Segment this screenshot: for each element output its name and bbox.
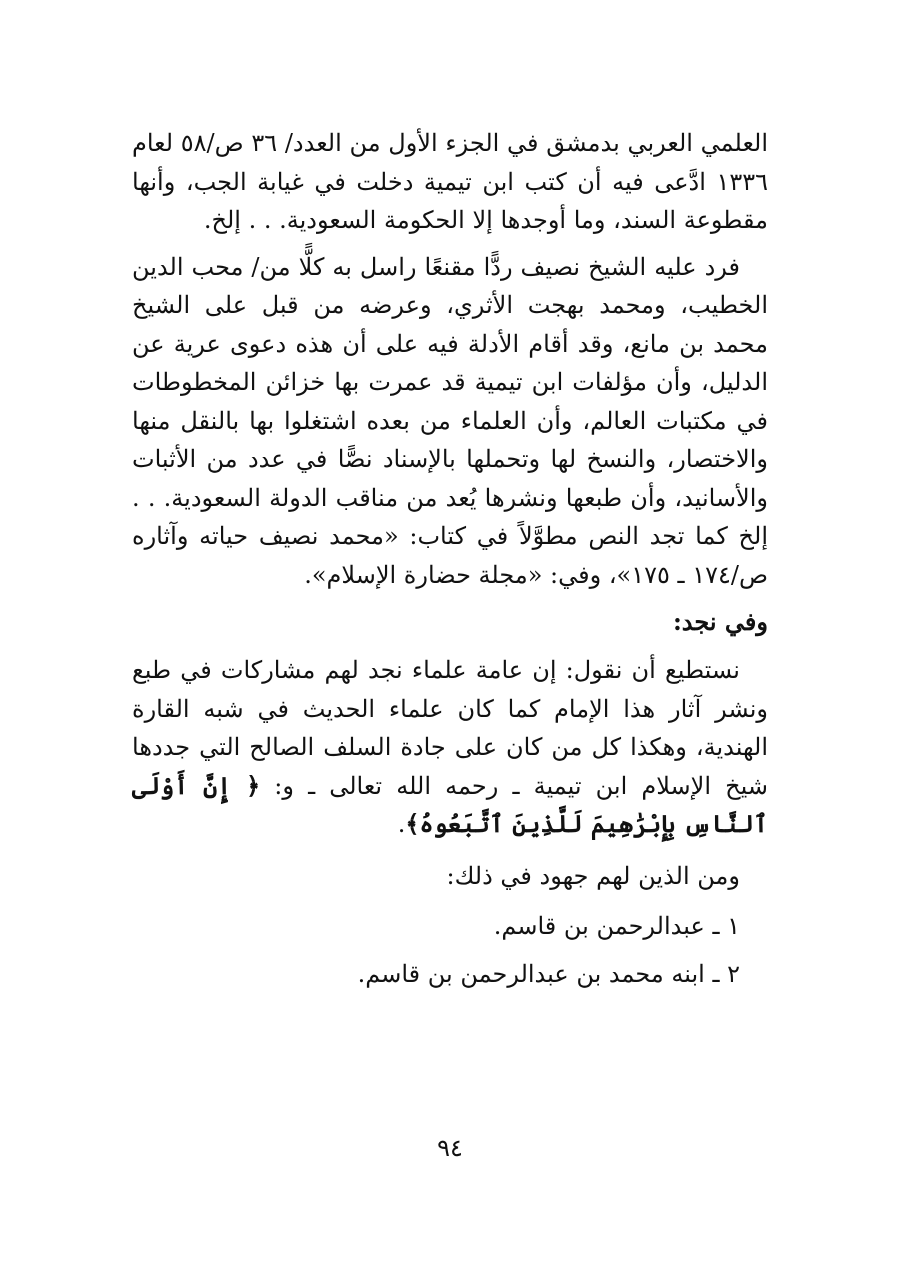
paragraph-continued: العلمي العربي بدمشق في الجزء الأول من العدد/ ٣٦ ص/٥٨ لعام ١٣٣٦ ادَّعى فيه أن كتب ابن تيمية دخلت في غيابة الجب، وأنها مقطوعة السند، وما أوجدها إلا الحكومة السعودية. . . إلخ. xyxy=(132,129,768,234)
list-item: ١ ـ عبدالرحمن بن قاسم. xyxy=(493,911,740,940)
page-number: ٩٤ xyxy=(437,1134,463,1162)
section-heading-najd: وفي نجد: xyxy=(672,607,768,636)
paragraph-nasif-reply: فرد عليه الشيخ نصيف ردًّا مقنعًا راسل به كلًّا من/ محب الدين الخطيب، ومحمد بهجت الأثري، وعرضه من قبل على الشيخ محمد بن مانع، وقد أقام الأدلة فيه على أن هذه دعوى عرية عن الدليل، وأن مؤلفات ابن تيمية قد عمرت بها خزائن المخطوطات في مكتبات العالم، وأن العلماء من بعده اشتغلوا بها بالنقل منها والاختصار، والنسخ لها وتحملها بالإسناد نصًّا في عدد من الأثبات والأسانيد، وأن طبعها ونشرها يُعد من مناقب الدولة السعودية. . . إلخ كما تجد النص مطوَّلاً في كتاب: «محمد نصيف حياته وآثاره ص/١٧٤ ـ ١٧٥»، وفي: «مجلة حضارة الإسلام». xyxy=(132,252,768,589)
paragraph-najd-text: نستطيع أن نقول: إن عامة علماء نجد لهم مشاركات في طبع ونشر آثار هذا الإمام كما كان علماء الحديث في شبه القارة الهندية، وهكذا كل من كان على جادة السلف الصالح التي جددها شيخ الإسلام ابن تيمية ـ رحمه الله تعالى ـ و: xyxy=(132,656,768,800)
list-intro: ومن الذين لهم جهود في ذلك: xyxy=(446,861,740,890)
list-item: ٢ ـ ابنه محمد بن عبدالرحمن بن قاسم. xyxy=(357,959,740,988)
page-body xyxy=(132,124,768,1002)
quran-verse: ﴿ إِنَّ أَوْلَى ٱلنَّاسِ بِإِبْرَٰهِيمَ لَلَّذِينَ ٱتَّبَعُوهُ﴾ xyxy=(132,770,768,838)
scholars-list xyxy=(132,906,768,994)
paragraph-najd-scholars xyxy=(132,651,768,844)
paragraph-najd-end: . xyxy=(397,810,406,838)
